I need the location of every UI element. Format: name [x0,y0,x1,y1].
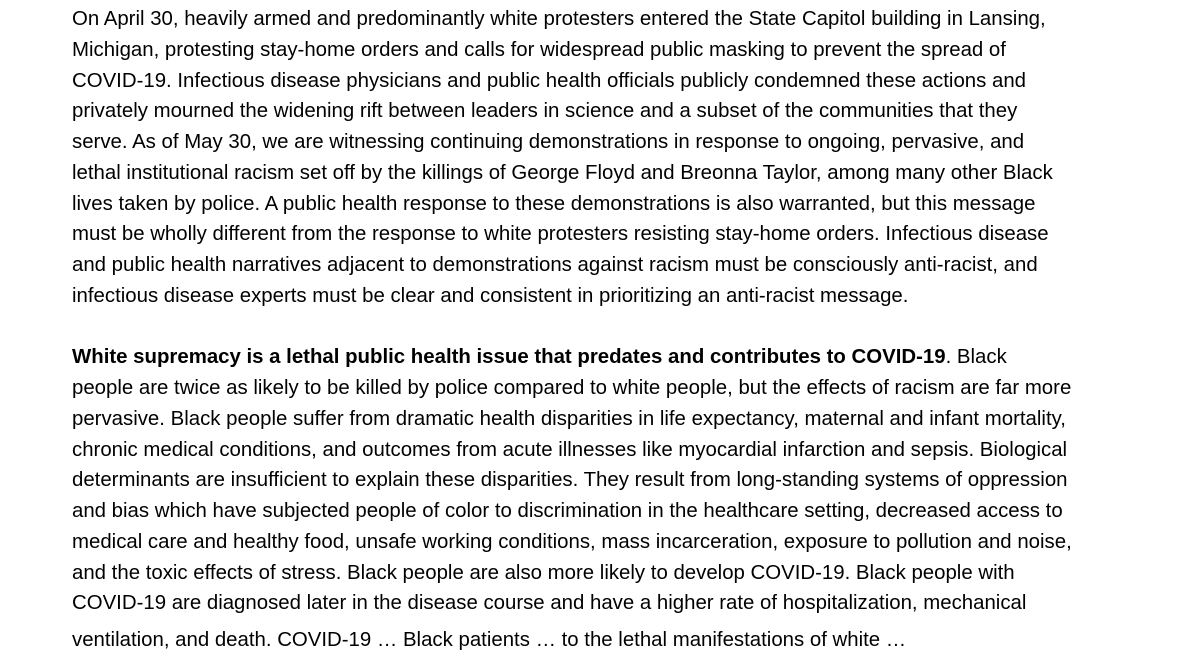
bold-heading: White supremacy is a lethal public health issue that predates and contributes to COVID-19 [72,346,946,369]
text-line: Michigan, protesting stay-home orders and calls for widespread public masking to prevent the spread of [72,38,1006,61]
text-line: COVID-19. Infectious disease physicians and public health officials publicly condemned these actions and [72,69,1027,92]
text-line: On April 30, heavily armed and predominantly white protesters entered the State Capitol building in Lansing, [72,8,1046,30]
text-line: determinants are insufficient to explain these disparities. They result from long-standing systems of oppression [72,469,1068,492]
text-line: infectious disease experts must be clear and consistent in prioritizing an anti-racist message. [72,284,909,307]
text-line: and public health narratives adjacent to demonstrations against racism must be consciously anti-racist, and [72,254,1038,276]
text-line: medical care and healthy food, unsafe working conditions, mass incarceration, exposure to pollution and noise, [72,530,1072,553]
paragraph-2 [72,342,1162,650]
text-line: lethal institutional racism set off by the killings of George Floyd and Breonna Taylor, among many other Black [72,161,1053,184]
text-line: pervasive. Black people suffer from dramatic health disparities in life expectancy, maternal and infant mortality, [72,407,1066,430]
cut-off-text: ventilation, and death. COVID-19 … Black patients … to the lethal manifestations of white … [72,629,907,651]
heading-tail-text: . Black [945,346,1007,369]
text-line: and bias which have subjected people of color to discrimination in the healthcare setting, decreased access to [72,500,1063,522]
text-line-cut-off [72,619,1162,650]
text-line: chronic medical conditions, and outcomes from acute illnesses like myocardial infarction and sepsis. Biological [72,438,1068,461]
text-line: and the toxic effects of stress. Black people are also more likely to develop COVID-19. Black people with [72,561,1015,584]
text-line: COVID-19 are diagnosed later in the disease course and have a higher rate of hospitalization, mechanical [72,592,1027,615]
text-line: lives taken by police. A public health response to these demonstrations is also warranted, but this message [72,192,1036,215]
text-line: must be wholly different from the response to white protesters resisting stay-home orders. Infectious disease [72,223,1049,246]
text-line [72,342,1162,373]
text-line: privately mourned the widening rift between leaders in science and a subset of the communities that they [72,100,1018,123]
text-line: people are twice as likely to be killed by police compared to white people, but the effects of racism are far more [72,377,1072,399]
text-line: serve. As of May 30, we are witnessing continuing demonstrations in response to ongoing, pervasive, and [72,131,1025,153]
paragraph-spacer [72,312,1162,343]
document-page [72,4,1162,650]
paragraph-1 [72,4,1162,312]
